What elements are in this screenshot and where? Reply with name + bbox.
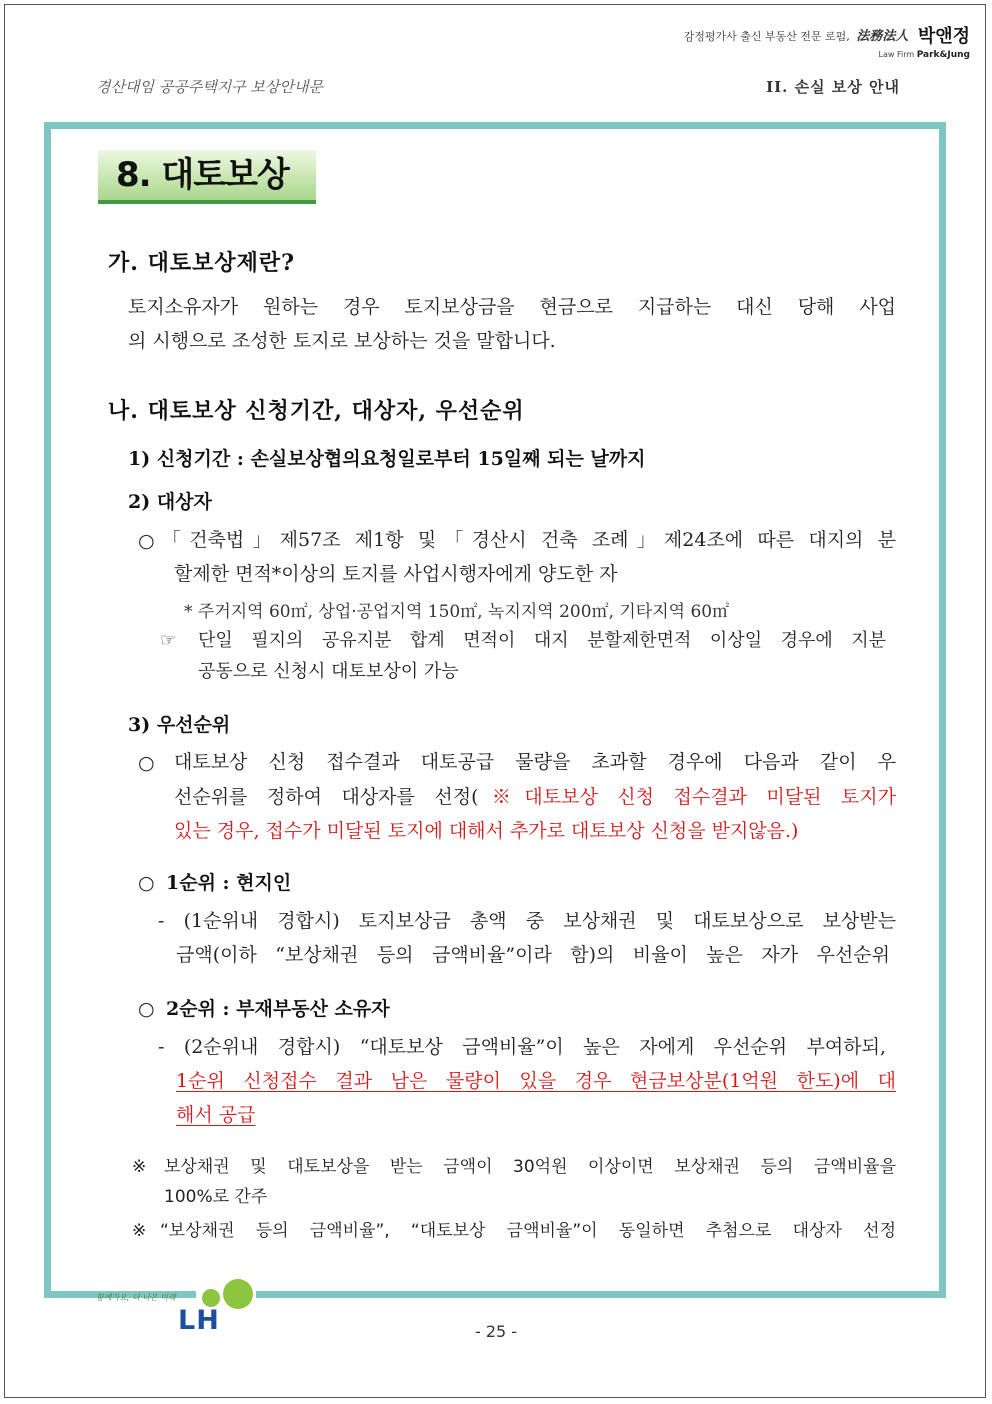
firm-hanja: 法務法人 [856,29,909,44]
note-mark: ※ [132,1221,147,1241]
law-firm-header [684,22,970,60]
priority-line-1: 대토보상 신청 접수결과 대토공급 물량을 초과할 경우에 다음과 같이 우 [174,751,896,773]
frame-bottom-right [256,1291,946,1298]
page-number: - 25 - [474,1322,518,1341]
rank2-line-2: 1순위 신청접수 결과 남은 물량이 있을 경우 현금보상분(1억원 한도)에 대 [176,1070,896,1092]
heading-part-b: 나. 대토보상 신청기간, 대상자, 우선순위 [108,398,525,424]
firm-sub-prefix: Law Firm [878,50,915,59]
share-line-2: 공동으로 신청시 대토보상이 가능 [198,661,459,682]
priority-notice-red: ※대토보상 신청 접수결과 미달된 토지가 [478,786,896,808]
lh-slogan: 함께가요, 더 나은 미래 [96,1293,176,1302]
bullet-circle: ○ [138,872,155,894]
rank1-heading: 1순위 : 현지인 [166,872,292,894]
firm-sub-name: Park&Jung [916,50,970,60]
priority-heading: 3) 우선순위 [128,714,231,736]
rank2-line-3: 해서 공급 [176,1104,256,1126]
section-title: 8. 대토보상 [98,150,316,204]
target-line-2: 할제한 면적*이상의 토지를 사업시행자에게 양도한 자 [174,563,618,585]
target-heading: 2) 대상자 [128,491,212,513]
priority-notice-red-2: 있는 경우, 접수가 미달된 토지에 대해서 추가로 대토보상 신청을 받지않음.) [174,820,799,842]
firm-tagline: 감정평가사 출신 부동산 전문 로펌, [683,30,850,43]
part-a-line-1: 토지소유자가 원하는 경우 토지보상금을 현금으로 지급하는 대신 당해 사업 [128,296,896,318]
rank2-heading: 2순위 : 부재부동산 소유자 [166,998,390,1020]
rank1-line-2: 금액(이하 “보상채권 등의 금액비율”이라 함)의 비율이 높은 자가 우선순위 [176,944,890,966]
note-2: “보상채권 등의 금액비율”, “대토보상 금액비율”이 동일하면 추첨으로 대상자 선정 [160,1221,896,1241]
note-mark: ※ [132,1157,147,1177]
target-line-1: 「건축법」제57조 제1항 및「경산시 건축 조례」제24조에 따른 대지의 분 [162,529,896,551]
rank2-line-1: - (2순위내 경합시) “대토보상 금액비율”이 높은 자에게 우선순위 부여하되, [158,1036,886,1058]
priority-line-2-black: 선순위를 정하여 대상자를 선정( [174,786,479,808]
bullet-circle: ○ [138,752,155,774]
chapter-title: II. 손실 보상 안내 [766,78,900,96]
heading-part-a: 가. 대토보상제란? [108,250,295,276]
application-period: 1) 신청기간 : 손실보상협의요청일로부터 15일째 되는 날까지 [128,448,646,470]
area-note: * 주거지역 60㎡, 상업·공업지역 150㎡, 녹지지역 200㎡, 기타지역 60㎡ [184,602,730,622]
note-1-line-1: 보상채권 및 대토보상을 받는 금액이 30억원 이상이면 보상채권 등의 금액비율을 [164,1157,896,1177]
rank1-line-1: - (1순위내 경합시) 토지보상금 총액 중 보상채권 및 대토보상으로 보상받는 [158,910,896,932]
pointing-hand-icon: ☞ [160,630,177,651]
priority-line-2 [174,780,896,814]
part-a-line-2: 의 시행으로 조성한 토지로 보상하는 것을 말합니다. [128,330,556,352]
lh-logo-text: LH [178,1305,220,1336]
bullet-circle: ○ [138,998,155,1020]
firm-name: 박앤정 [917,26,970,47]
note-1-line-2: 100%로 간주 [164,1187,268,1207]
document-title: 경산대임 공공주택지구 보상안내문 [96,78,323,96]
bullet-circle: ○ [138,530,155,552]
share-line-1: 단일 필지의 공유지분 합계 면적이 대지 분할제한면적 이상일 경우에 지분 [198,630,886,651]
